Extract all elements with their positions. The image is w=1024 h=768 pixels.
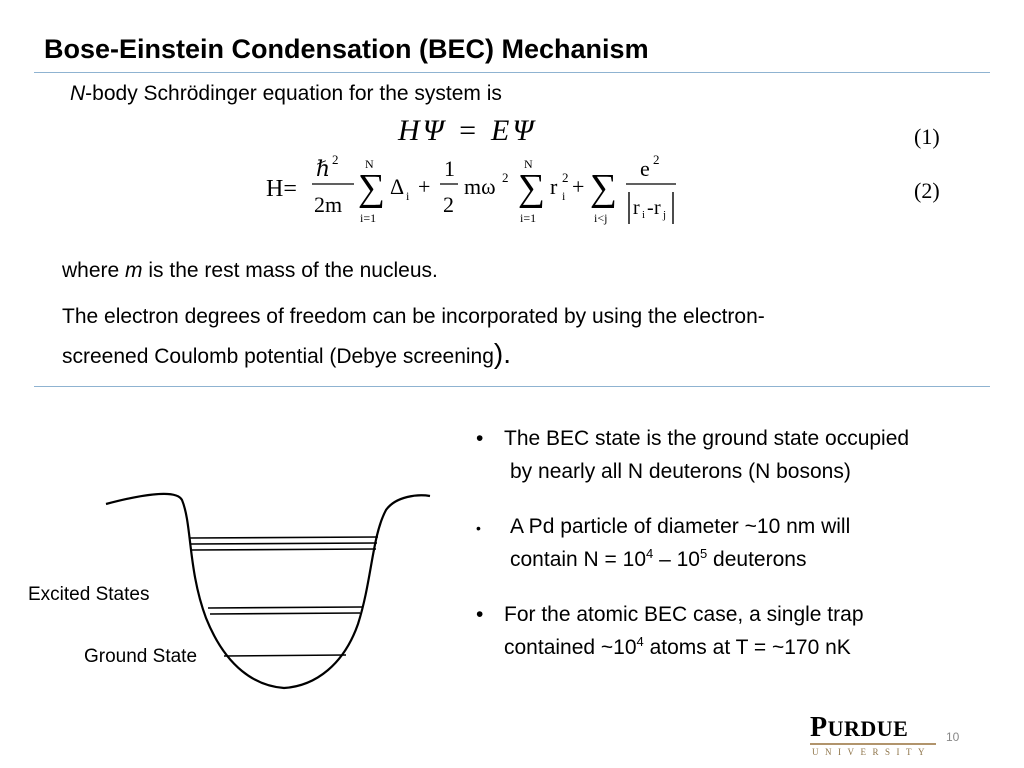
intro-text <box>70 82 502 106</box>
b3-exp: 4 <box>636 634 644 649</box>
eq2-half-num: 1 <box>444 156 455 181</box>
b2-text-c: deuterons <box>707 548 807 571</box>
eq2-half-den: 2 <box>443 192 454 217</box>
bullet-1-line-1: The BEC state is the ground state occupied <box>504 427 910 450</box>
b2-text-a: contain N = 10 <box>510 548 647 571</box>
excited-level-2 <box>191 543 377 544</box>
eq2-sum2-lower: i=1 <box>520 211 537 225</box>
b3-text-b: atoms at T = ~170 nK <box>643 636 851 659</box>
slide-title: Bose-Einstein Condensation (BEC) Mechanism <box>44 34 649 64</box>
excited-level-5 <box>210 613 360 614</box>
equation-1: HΨ = EΨ <box>398 114 537 147</box>
intro-italic-n: N <box>70 82 86 105</box>
eq2-r-exp: 2 <box>562 170 569 185</box>
logo-rest-letters: URDUE <box>827 716 909 741</box>
bullet-item-2 <box>470 510 1010 576</box>
purdue-logo <box>810 712 931 757</box>
label-excited-states: Excited States <box>28 584 150 605</box>
b2-exp-1: 4 <box>646 546 654 561</box>
excited-level-4 <box>208 607 362 608</box>
paragraph-electron <box>62 298 962 375</box>
equation-2-number: (2) <box>914 178 940 203</box>
title-divider <box>34 72 990 73</box>
bullet-2-line-2 <box>504 543 1010 576</box>
bullet-dot: • <box>476 427 484 450</box>
logo-first-letter: P <box>810 712 828 743</box>
eq2-ri-sub: i <box>642 209 646 221</box>
eq2-omega-exp: 2 <box>502 170 509 185</box>
para2-end: ). <box>493 338 512 369</box>
bullet-dot: • <box>476 603 484 626</box>
intro-rest: -body Schrödinger equation for the system is <box>85 82 502 105</box>
eq2-delta-sub: i <box>406 189 410 203</box>
para2-line1: The electron degrees of freedom can be incorporated by using the electron- <box>62 305 765 328</box>
b2-text-b: – 10 <box>653 548 700 571</box>
eq2-delta: Δ <box>390 174 405 199</box>
ground-level <box>224 655 346 656</box>
eq2-hbar-exp: 2 <box>332 152 339 167</box>
eq2-sum1-upper: N <box>365 157 374 171</box>
para1-start: where <box>62 259 126 282</box>
eq2-sum3-lower: i<j <box>594 211 608 225</box>
bullet-1-line-2: by nearly all N deuterons (N bosons) <box>510 460 851 483</box>
b3-text-a: contained ~10 <box>504 636 637 659</box>
eq2-e: e <box>640 156 650 181</box>
eq2-momega: mω <box>464 174 496 199</box>
eq2-e-exp: 2 <box>653 152 660 167</box>
eq2-ri: r <box>633 197 640 219</box>
label-ground-state: Ground State <box>84 646 198 667</box>
eq2-minus: - <box>647 197 654 219</box>
logo-university: UNIVERSITY <box>812 747 931 757</box>
page-number: 10 <box>946 730 960 744</box>
bullet-list <box>470 422 1010 686</box>
bullet-2-line-1: A Pd particle of diameter ~10 nm will <box>510 515 851 538</box>
eq2-r: r <box>550 174 558 199</box>
para2-line2: screened Coulomb potential (Debye screening <box>62 345 494 368</box>
eq2-sum1: ∑ <box>358 167 386 209</box>
bullet-3-line-1: For the atomic BEC case, a single trap <box>504 603 864 626</box>
eq2-sum3: ∑ <box>590 167 618 209</box>
section-divider <box>34 386 990 387</box>
para1-end: is the rest mass of the nucleus. <box>142 259 438 282</box>
logo-underline <box>810 743 936 745</box>
eq2-lhs: H= <box>266 176 297 202</box>
eq2-plus-1: + <box>418 174 431 199</box>
para1-m: m <box>125 259 143 282</box>
excited-level-3 <box>192 549 376 550</box>
eq2-sum2: ∑ <box>518 167 546 209</box>
bullet-3-line-2 <box>504 631 1010 664</box>
eq2-hbar: ℏ <box>316 156 331 181</box>
excited-level-1 <box>190 537 378 538</box>
bullet-item-3 <box>470 598 1010 664</box>
eq2-rj-sub: j <box>663 209 667 221</box>
paragraph-rest-mass <box>62 252 962 289</box>
equation-1-number: (1) <box>914 124 940 149</box>
eq2-rj: r <box>654 197 661 219</box>
logo-wordmark <box>810 712 908 744</box>
eq2-sum2-upper: N <box>524 157 533 171</box>
eq2-sum1-lower: i=1 <box>360 211 377 225</box>
eq2-r-sub: i <box>562 189 566 203</box>
eq2-plus-2: + <box>572 174 585 199</box>
eq2-2m: 2m <box>314 192 343 217</box>
bullet-dot: • <box>476 520 481 536</box>
bullet-item-1 <box>470 422 1010 488</box>
equation-2 <box>262 148 702 232</box>
b2-exp-2: 5 <box>699 546 708 561</box>
